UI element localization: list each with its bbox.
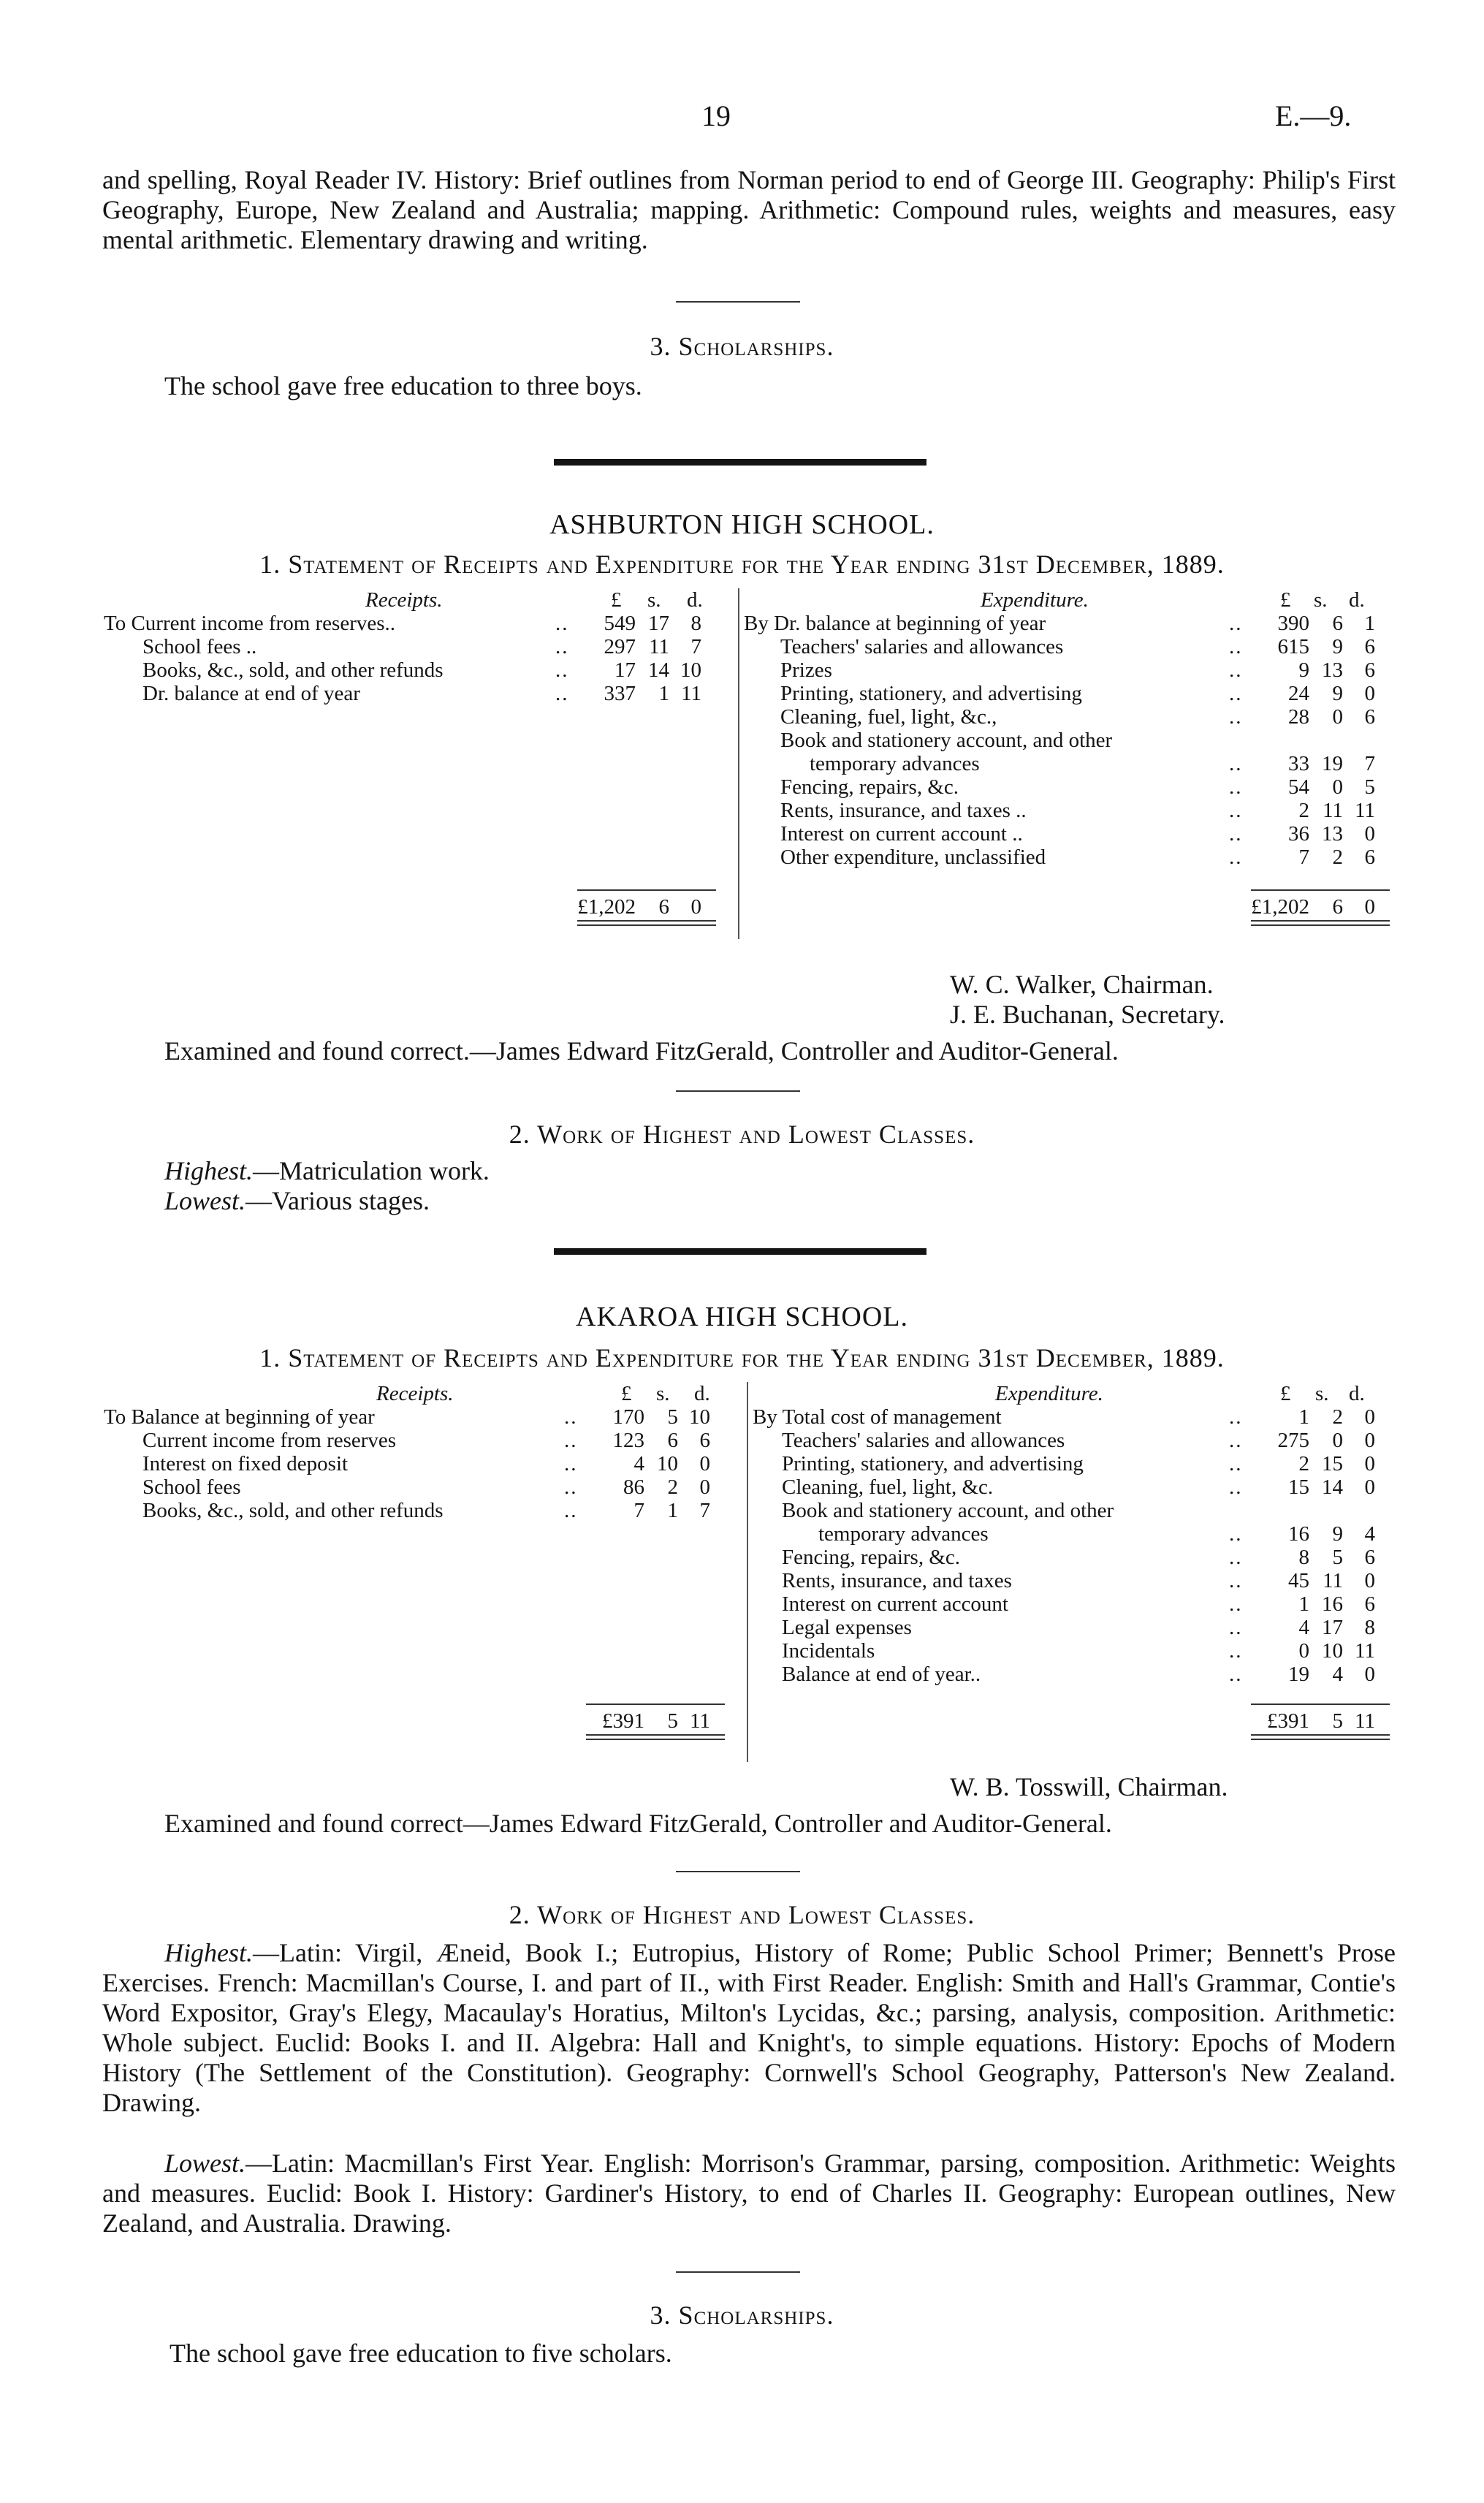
shillings-value: 17 — [648, 612, 669, 635]
ashburton-statement-table — [0, 588, 1484, 946]
shillings-value: 2 — [1332, 1405, 1343, 1429]
pence-value: 6 — [1364, 635, 1375, 658]
leader-dots: .. — [1229, 1639, 1243, 1663]
section-divider — [676, 1090, 800, 1092]
lowest-text: —Various stages. — [246, 1186, 430, 1215]
lowest-label: Lowest. — [164, 1186, 246, 1215]
pound-header: £ — [1280, 1382, 1291, 1405]
highest-label: Highest. — [164, 1938, 253, 1967]
receipt-label: Current income from reserves — [142, 1429, 397, 1452]
shillings-value: 14 — [1322, 1475, 1343, 1499]
akaroa-audit: Examined and found correct—James Edward FitzGerald, Controller and Auditor-General. — [164, 1809, 1112, 1838]
pence-value: 8 — [690, 612, 701, 635]
pence-value: 6 — [1364, 1546, 1375, 1569]
shillings-value: 9 — [1332, 635, 1343, 658]
ashburton-chairman: W. C. Walker, Chairman. — [950, 970, 1214, 999]
section-divider — [676, 2271, 800, 2273]
expenditure-row — [0, 846, 1484, 869]
ashburton-secretary: J. E. Buchanan, Secretary. — [950, 1000, 1225, 1029]
shillings-value: 10 — [657, 1452, 678, 1475]
highest-label: Highest. — [164, 1156, 253, 1185]
pence-value: 5 — [1364, 775, 1375, 799]
leader-dots: .. — [555, 658, 569, 682]
shillings-value: 11 — [1323, 1569, 1343, 1592]
pence-header: d. — [1349, 1382, 1365, 1405]
akaroa-statement-heading: 1. Statement of Receipts and Expenditure for the Year ending 31st December, 1889. — [259, 1343, 1225, 1372]
amount — [1258, 1522, 1375, 1546]
total-double-rule — [577, 920, 716, 922]
akaroa-chairman: W. B. Tosswill, Chairman. — [950, 1772, 1228, 1801]
akaroa-statement-table — [0, 1382, 1484, 1762]
expenditure-label: Cleaning, fuel, light, &c. — [782, 1475, 994, 1499]
total-rule — [1251, 1704, 1390, 1705]
total-rule — [586, 1704, 725, 1705]
leader-dots: .. — [564, 1499, 578, 1522]
amount — [1258, 729, 1375, 752]
shillings-value: 5 — [667, 1709, 678, 1733]
akaroa-title: AKAROA HIGH SCHOOL. — [576, 1302, 908, 1332]
expenditure-row — [0, 1569, 1484, 1592]
shillings-value: 11 — [1323, 799, 1343, 822]
amount — [1258, 682, 1375, 705]
amount — [1258, 1616, 1375, 1639]
expenditure-row — [0, 822, 1484, 846]
leader-dots: .. — [564, 1475, 578, 1499]
shillings-value: 6 — [1332, 895, 1343, 919]
shillings-value: 5 — [1332, 1546, 1343, 1569]
pence-value: 4 — [1364, 1522, 1375, 1546]
total-double-rule — [1251, 924, 1390, 926]
shillings-value: 16 — [1322, 1592, 1343, 1616]
expenditure-row — [0, 799, 1484, 822]
total-double-rule — [586, 1739, 725, 1740]
amount — [1258, 1569, 1375, 1592]
pounds-value: 7 — [1298, 846, 1309, 869]
leader-dots: .. — [564, 1452, 578, 1475]
expenditure-row — [0, 612, 1484, 635]
school-divider — [554, 1248, 926, 1255]
expenditure-label: Printing, stationery, and advertising — [782, 1452, 1084, 1475]
receipts-total — [570, 895, 701, 919]
expenditure-label: Book and stationery account, and other — [780, 729, 1113, 752]
pence-value: 0 — [1364, 1663, 1375, 1686]
expenditure-label: Incidentals — [782, 1639, 875, 1663]
amount — [1258, 1592, 1375, 1616]
receipts-total — [579, 1709, 710, 1733]
pounds-value: 17 — [614, 658, 636, 682]
expenditure-row — [0, 1499, 1484, 1522]
pounds-value: 16 — [1288, 1522, 1309, 1546]
expenditure-label: Fencing, repairs, &c. — [782, 1546, 961, 1569]
pounds-value: 24 — [1288, 682, 1309, 705]
shillings-value: 6 — [1332, 612, 1343, 635]
shillings-value: 2 — [667, 1475, 678, 1499]
amount — [1258, 1452, 1375, 1475]
expenditure-row — [0, 1639, 1484, 1663]
shillings-value: 5 — [1332, 1709, 1343, 1733]
scholarships-heading: 3. Scholarships. — [650, 332, 834, 361]
pence-value: 0 — [1364, 822, 1375, 846]
receipt-label: To Balance at beginning of year — [104, 1405, 375, 1429]
shillings-value: 9 — [1332, 1522, 1343, 1546]
receipt-label: School fees .. — [142, 635, 257, 658]
expenditure-label: temporary advances — [818, 1522, 989, 1546]
pence-header: d. — [687, 588, 703, 612]
amount — [1258, 612, 1375, 635]
pounds-value: 615 — [1277, 635, 1309, 658]
shillings-value: 2 — [1332, 846, 1343, 869]
receipt-label: Interest on fixed deposit — [142, 1452, 349, 1475]
receipts-header: Receipts. — [365, 588, 443, 612]
pound-header: £ — [611, 588, 622, 612]
total-double-rule — [586, 1734, 725, 1736]
shillings-value: 1 — [667, 1499, 678, 1522]
pounds-value: 275 — [1277, 1429, 1309, 1452]
expenditure-row — [0, 1522, 1484, 1546]
pounds-value: 123 — [612, 1429, 644, 1452]
highest-text: —Matriculation work. — [253, 1156, 490, 1185]
amount — [1258, 752, 1375, 775]
leader-dots: .. — [1229, 799, 1243, 822]
expenditure-row — [0, 1616, 1484, 1639]
receipt-label: Books, &c., sold, and other refunds — [142, 1499, 444, 1522]
expenditure-label: Other expenditure, unclassified — [780, 846, 1046, 869]
pound-header: £ — [1280, 588, 1291, 612]
pounds-value: 8 — [1298, 1546, 1309, 1569]
pence-value: 0 — [699, 1452, 710, 1475]
pence-value: 11 — [1355, 1709, 1375, 1733]
pounds-value: 2 — [1298, 799, 1309, 822]
leader-dots: .. — [1229, 1663, 1243, 1686]
receipts-header: Receipts. — [376, 1382, 454, 1405]
page-reference: E.—9. — [1275, 99, 1352, 132]
pence-value: 0 — [699, 1475, 710, 1499]
leader-dots: .. — [1229, 1522, 1243, 1546]
expenditure-row — [0, 1663, 1484, 1686]
amount — [1258, 1546, 1375, 1569]
amount — [1258, 846, 1375, 869]
pence-value: 0 — [1364, 1475, 1375, 1499]
shillings-value: 1 — [658, 682, 669, 705]
pounds-value: 337 — [604, 682, 636, 705]
expenditure-row — [0, 1429, 1484, 1452]
leader-dots: .. — [1229, 1452, 1243, 1475]
leader-dots: .. — [555, 612, 569, 635]
amount — [1258, 1429, 1375, 1452]
leader-dots: .. — [1229, 1405, 1243, 1429]
ashburton-title: ASHBURTON HIGH SCHOOL. — [549, 509, 935, 540]
pence-value: 6 — [1364, 658, 1375, 682]
amount — [1258, 658, 1375, 682]
pence-value: 11 — [1355, 1639, 1375, 1663]
pence-value: 11 — [690, 1709, 710, 1733]
pounds-value: 36 — [1288, 822, 1309, 846]
lowest-text: —Latin: Macmillan's First Year. English: Morrison's Grammar, parsing, composition. Arithmetic: Weights and measures. Euclid: Book I. History: Gardiner's History, to end of Charles II. Geography: European outlines, New Zealand, and Australia. Drawing. — [102, 2149, 1396, 2238]
expenditure-row — [0, 1592, 1484, 1616]
amount — [1258, 1663, 1375, 1686]
pence-value: 0 — [1364, 1569, 1375, 1592]
expenditure-label: By Dr. balance at beginning of year — [744, 612, 1046, 635]
pounds-value: 33 — [1288, 752, 1309, 775]
pence-value: 0 — [1364, 895, 1375, 919]
leader-dots: .. — [1229, 846, 1243, 869]
leader-dots: .. — [555, 635, 569, 658]
pounds-value: 7 — [633, 1499, 644, 1522]
shillings-value: 11 — [649, 635, 669, 658]
expenditure-row — [0, 635, 1484, 658]
pence-value: 0 — [1364, 682, 1375, 705]
receipt-label: To Current income from reserves.. — [104, 612, 396, 635]
shillings-value: 0 — [1332, 705, 1343, 729]
expenditure-row — [0, 1475, 1484, 1499]
pence-value: 1 — [1364, 612, 1375, 635]
pounds-value: 54 — [1288, 775, 1309, 799]
total-double-rule — [577, 924, 716, 926]
receipt-label: Books, &c., sold, and other refunds — [142, 658, 444, 682]
pence-header: d. — [694, 1382, 710, 1405]
akaroa-scholarships-heading: 3. Scholarships. — [650, 2301, 834, 2330]
pence-value: 7 — [699, 1499, 710, 1522]
pounds-value: 15 — [1288, 1475, 1309, 1499]
pence-header: d. — [1349, 588, 1365, 612]
amount — [1258, 635, 1375, 658]
total-rule — [1251, 889, 1390, 891]
expenditure-label: Rents, insurance, and taxes .. — [780, 799, 1027, 822]
pound-header: £ — [621, 1382, 632, 1405]
expenditure-label: By Total cost of management — [753, 1405, 1002, 1429]
pounds-value: 45 — [1288, 1569, 1309, 1592]
section-divider — [676, 301, 800, 303]
expenditure-label: Fencing, repairs, &c. — [780, 775, 959, 799]
expenditure-row — [0, 1546, 1484, 1569]
expenditure-label: Rents, insurance, and taxes — [782, 1569, 1012, 1592]
pence-value: 7 — [690, 635, 701, 658]
receipt-label: Dr. balance at end of year — [142, 682, 360, 705]
expenditure-label: Interest on current account .. — [780, 822, 1023, 846]
leader-dots: .. — [1229, 612, 1243, 635]
pence-value: 6 — [699, 1429, 710, 1452]
shilling-header: s. — [647, 588, 661, 612]
expenditure-row — [0, 752, 1484, 775]
pounds-value: 1 — [1298, 1592, 1309, 1616]
amount — [1258, 705, 1375, 729]
leader-dots: .. — [1229, 682, 1243, 705]
expenditure-label: Interest on current account — [782, 1592, 1008, 1616]
expenditure-row — [0, 705, 1484, 729]
school-divider — [554, 459, 926, 466]
shillings-value: 14 — [648, 658, 669, 682]
shillings-value: 10 — [1322, 1639, 1343, 1663]
amount — [1258, 1639, 1375, 1663]
expenditure-header: Expenditure. — [981, 588, 1089, 612]
expenditure-label: Printing, stationery, and advertising — [780, 682, 1082, 705]
pounds-value: 86 — [623, 1475, 644, 1499]
pounds-value: 9 — [1298, 658, 1309, 682]
pence-value: 0 — [1364, 1405, 1375, 1429]
leader-dots: .. — [555, 682, 569, 705]
expenditure-total — [1244, 1709, 1375, 1733]
pounds-value: 390 — [1277, 612, 1309, 635]
pounds-value: 19 — [1288, 1663, 1309, 1686]
pence-value: 6 — [1364, 846, 1375, 869]
pence-value: 6 — [1364, 705, 1375, 729]
expenditure-label: Teachers' salaries and allowances — [782, 1429, 1065, 1452]
page-number: 19 — [701, 99, 731, 132]
shillings-value: 6 — [658, 895, 669, 919]
pounds-value: 1 — [1298, 1405, 1309, 1429]
ashburton-highest — [164, 1156, 490, 1186]
amount — [1258, 1405, 1375, 1429]
leader-dots: .. — [1229, 705, 1243, 729]
akaroa-lowest — [102, 2149, 1396, 2238]
leader-dots: .. — [1229, 1616, 1243, 1639]
pounds-value: 28 — [1288, 705, 1309, 729]
leader-dots: .. — [564, 1405, 578, 1429]
amount — [1258, 775, 1375, 799]
leader-dots: .. — [1229, 1546, 1243, 1569]
total-double-rule — [1251, 1734, 1390, 1736]
pounds-value: £391 — [602, 1709, 644, 1733]
shilling-header: s. — [1315, 1382, 1329, 1405]
highest-text: —Latin: Virgil, Æneid, Book I.; Eutropius, History of Rome; Public School Primer; Bennett's Prose Exercises. French: Macmillan's Course, I. and part of II., with First Reader. English: Smith and Hall's Grammar, Contie's Word Expositor, Gray's Elegy, Macaulay's Horatius, Milton's Lycidas, &c.; parsing, analysis, composition. Arithmetic: Whole subject. Euclid: Books I. and II. Algebra: Hall and Knight's, to simple equations. History: Epochs of Modern History (The Settlement of the Constitution). Geography: Cornwell's School Geography, Patterson's New Zealand. Drawing. — [102, 1938, 1396, 2117]
expenditure-row — [0, 775, 1484, 799]
expenditure-row — [0, 1405, 1484, 1429]
expenditure-label: Teachers' salaries and allowances — [780, 635, 1064, 658]
shillings-value: 4 — [1332, 1663, 1343, 1686]
pence-value: 8 — [1364, 1616, 1375, 1639]
pence-value: 10 — [689, 1405, 710, 1429]
lowest-label: Lowest. — [164, 2149, 246, 2178]
expenditure-row — [0, 1452, 1484, 1475]
leader-dots: .. — [564, 1429, 578, 1452]
scholarships-text: The school gave free education to three boys. — [164, 371, 642, 400]
pounds-value: 549 — [604, 612, 636, 635]
ashburton-lowest — [164, 1186, 430, 1216]
leader-dots: .. — [1229, 1569, 1243, 1592]
leader-dots: .. — [1229, 1592, 1243, 1616]
pounds-value: 4 — [1298, 1616, 1309, 1639]
shillings-value: 15 — [1322, 1452, 1343, 1475]
expenditure-label: Legal expenses — [782, 1616, 912, 1639]
amount — [1258, 1499, 1375, 1522]
shillings-value: 13 — [1322, 822, 1343, 846]
expenditure-label: Prizes — [780, 658, 832, 682]
pence-value: 0 — [690, 895, 701, 919]
shilling-header: s. — [656, 1382, 670, 1405]
pounds-value: 170 — [612, 1405, 644, 1429]
shillings-value: 0 — [1332, 1429, 1343, 1452]
pounds-value: 297 — [604, 635, 636, 658]
pounds-value: 4 — [633, 1452, 644, 1475]
expenditure-row — [0, 729, 1484, 752]
pounds-value: 2 — [1298, 1452, 1309, 1475]
pence-value: 0 — [1364, 1452, 1375, 1475]
leader-dots: .. — [1229, 752, 1243, 775]
expenditure-row — [0, 658, 1484, 682]
pence-value: 6 — [1364, 1592, 1375, 1616]
shilling-header: s. — [1314, 588, 1328, 612]
leader-dots: .. — [1229, 658, 1243, 682]
section-divider — [676, 1871, 800, 1872]
intro-paragraph: and spelling, Royal Reader IV. History: Brief outlines from Norman period to end of George III. Geography: Philip's First Geography, Europe, New Zealand and Australia; mapping. Arithmetic: Compound rules, weights and measures, easy mental arithmetic. Elementary drawing and writing. — [102, 165, 1396, 254]
leader-dots: .. — [1229, 775, 1243, 799]
shillings-value: 6 — [667, 1429, 678, 1452]
leader-dots: .. — [1229, 1429, 1243, 1452]
shillings-value: 0 — [1332, 775, 1343, 799]
shillings-value: 13 — [1322, 658, 1343, 682]
pence-value: 10 — [680, 658, 701, 682]
akaroa-work-heading: 2. Work of Highest and Lowest Classes. — [509, 1900, 975, 1929]
expenditure-row — [0, 682, 1484, 705]
receipt-label: School fees — [142, 1475, 241, 1499]
leader-dots: .. — [1229, 1475, 1243, 1499]
shillings-value: 5 — [667, 1405, 678, 1429]
leader-dots: .. — [1229, 822, 1243, 846]
amount — [1258, 1475, 1375, 1499]
expenditure-header: Expenditure. — [995, 1382, 1103, 1405]
shillings-value: 17 — [1322, 1616, 1343, 1639]
akaroa-scholarships-text: The school gave free education to five scholars. — [170, 2339, 672, 2368]
total-double-rule — [1251, 1739, 1390, 1740]
expenditure-total — [1244, 895, 1375, 919]
pence-value: 11 — [1355, 799, 1375, 822]
ashburton-work-heading: 2. Work of Highest and Lowest Classes. — [509, 1120, 975, 1149]
leader-dots: .. — [1229, 635, 1243, 658]
shillings-value: 9 — [1332, 682, 1343, 705]
pounds-value: £1,202 — [577, 895, 636, 919]
pence-value: 11 — [681, 682, 701, 705]
expenditure-label: temporary advances — [810, 752, 980, 775]
pence-value: 7 — [1364, 752, 1375, 775]
expenditure-label: Balance at end of year.. — [782, 1663, 981, 1686]
expenditure-label: Book and stationery account, and other — [782, 1499, 1114, 1522]
total-rule — [577, 889, 716, 891]
ashburton-statement-heading: 1. Statement of Receipts and Expenditure for the Year ending 31st December, 1889. — [259, 550, 1225, 579]
shillings-value: 19 — [1322, 752, 1343, 775]
akaroa-highest — [102, 1938, 1396, 2118]
amount — [1258, 799, 1375, 822]
ashburton-audit: Examined and found correct.—James Edward FitzGerald, Controller and Auditor-General. — [164, 1036, 1119, 1066]
pence-value: 0 — [1364, 1429, 1375, 1452]
pounds-value: 0 — [1298, 1639, 1309, 1663]
pounds-value: £1,202 — [1251, 895, 1309, 919]
amount — [1258, 822, 1375, 846]
total-double-rule — [1251, 920, 1390, 922]
pounds-value: £391 — [1267, 1709, 1309, 1733]
expenditure-label: Cleaning, fuel, light, &c., — [780, 705, 997, 729]
